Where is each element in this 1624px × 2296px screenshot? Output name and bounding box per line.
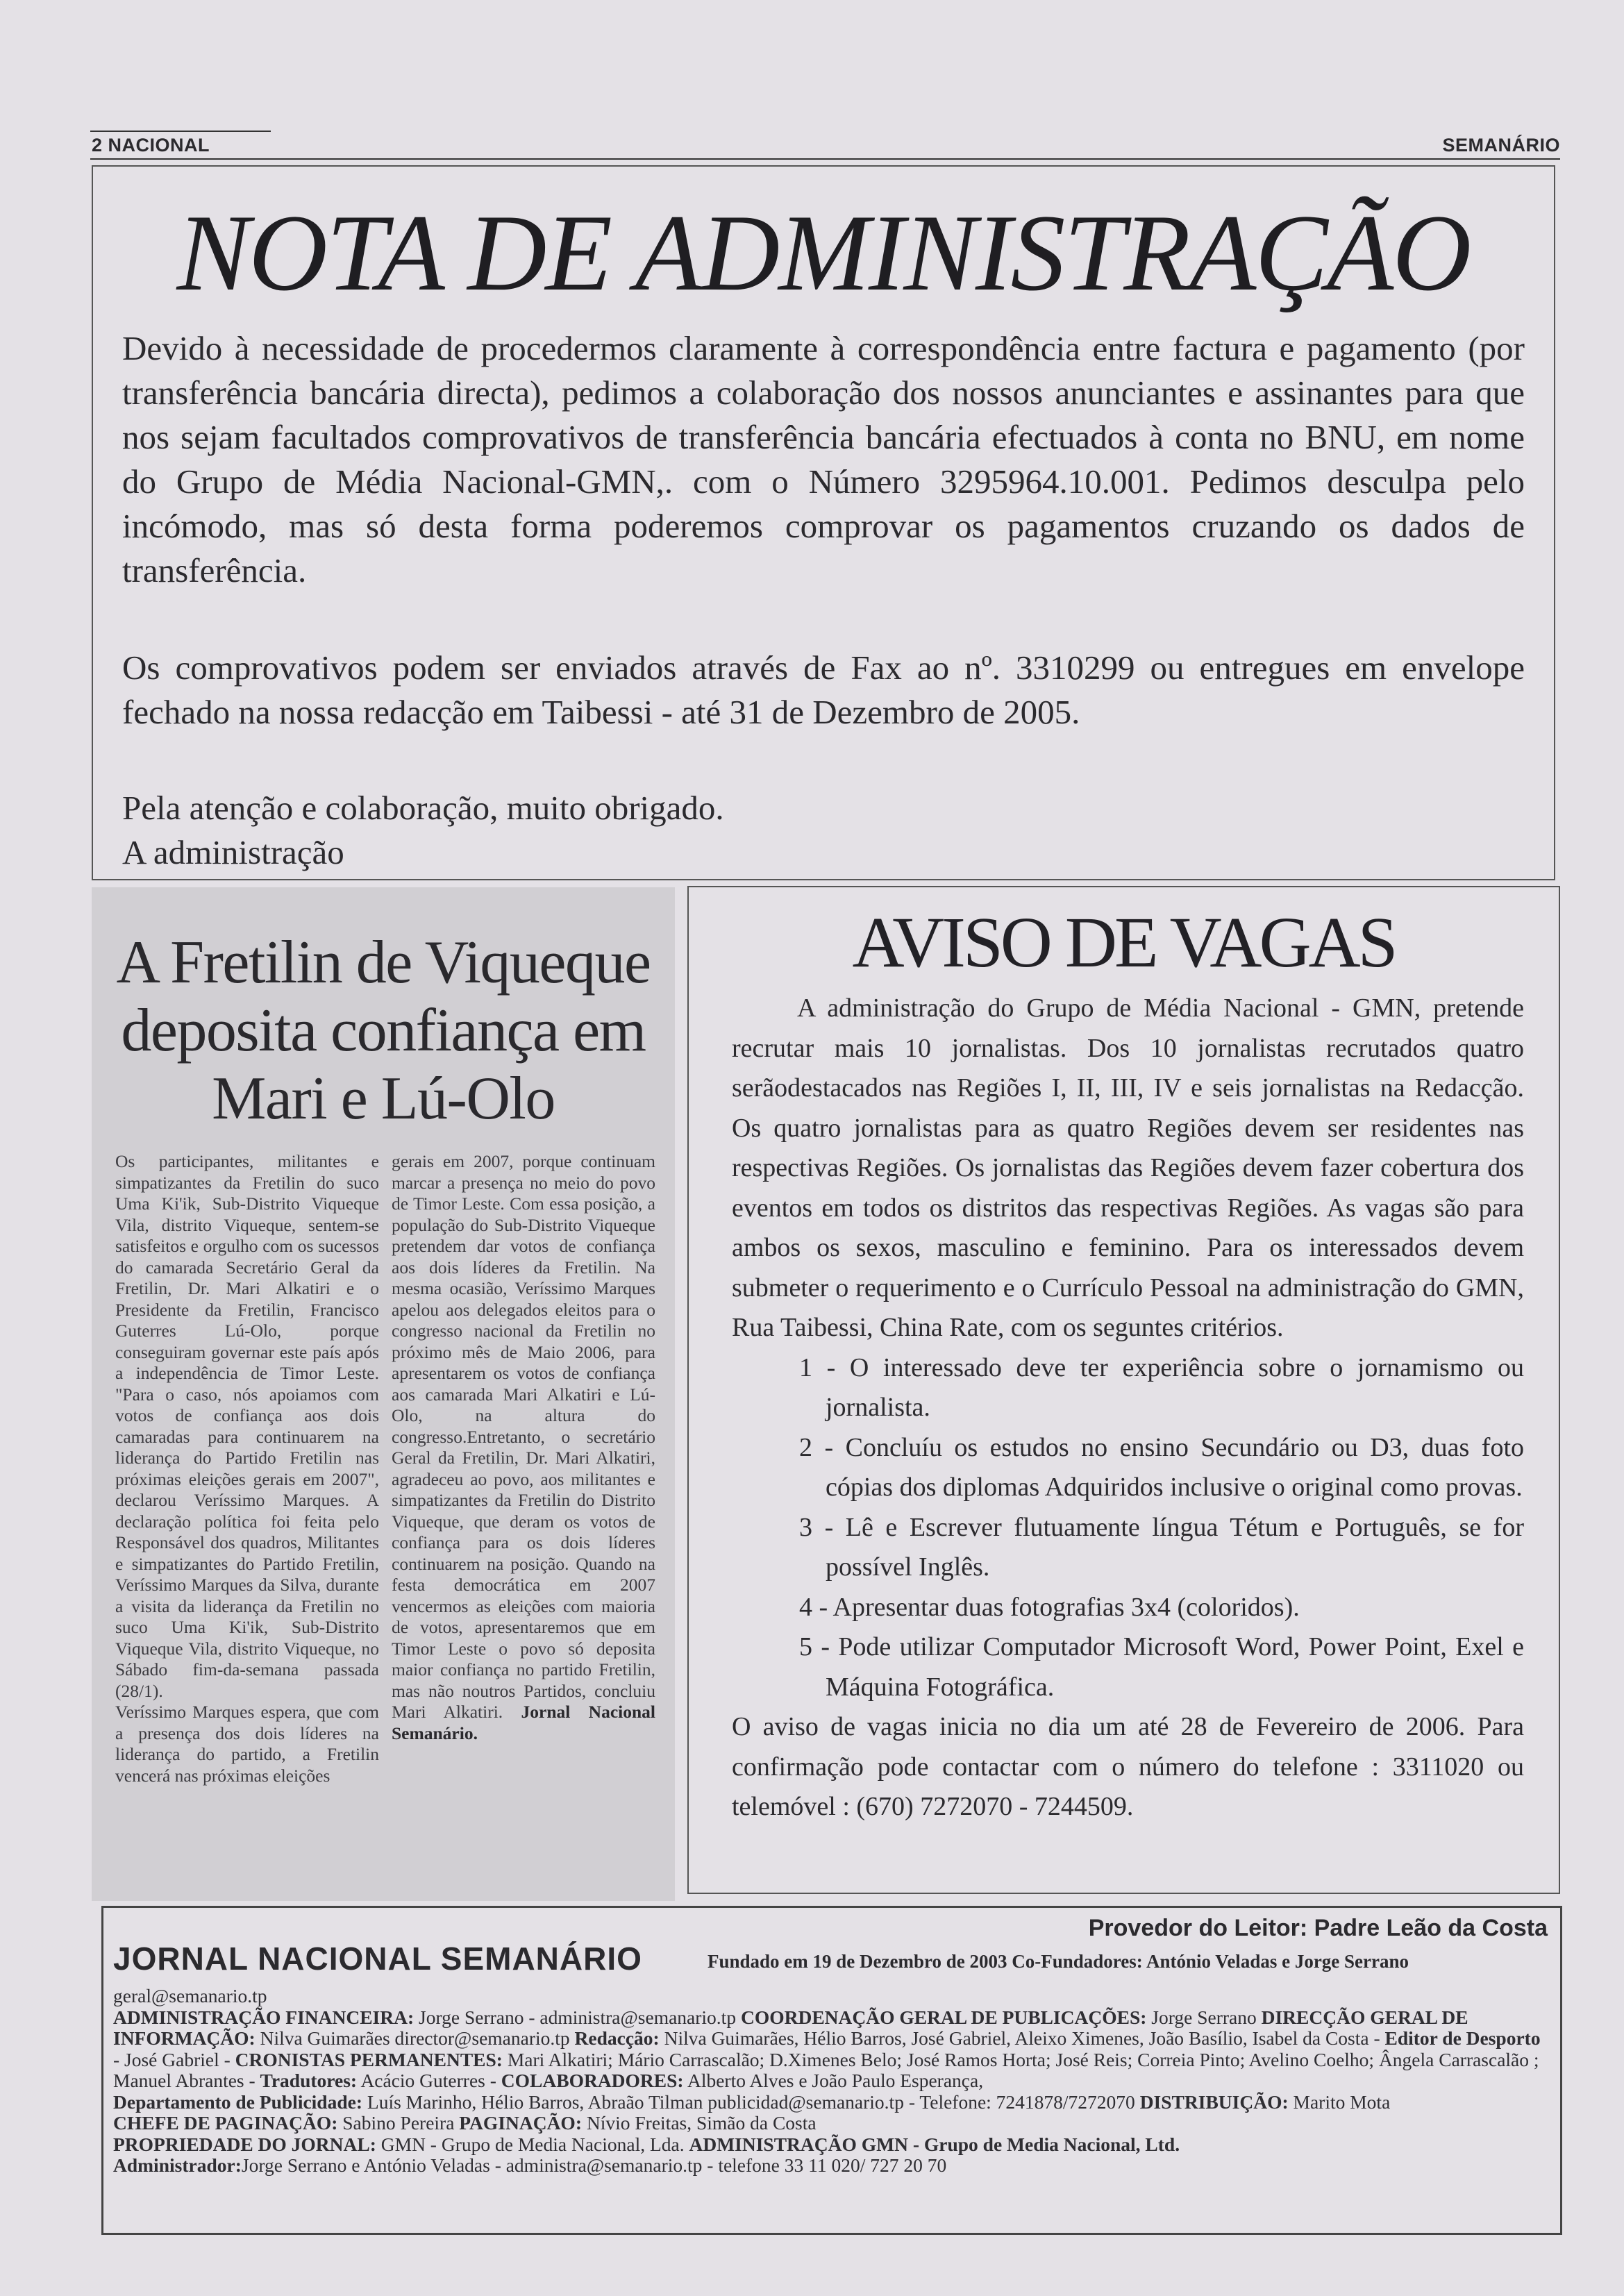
- founded-line: Fundado em 19 de Dezembro de 2003 Co-Fundadores: António Veladas e Jorge Serrano: [708, 1951, 1409, 1972]
- credit-label: Departamento de Publicidade:: [113, 2090, 363, 2113]
- note-signature: A administração: [122, 833, 344, 871]
- fretilin-article: [92, 887, 675, 1901]
- note-title: NOTA DE ADMINISTRAÇÃO: [176, 192, 1471, 314]
- vacancies-closing: O aviso de vagas inicia no dia um até 28 de Fevereiro de 2006. Para confirmação pode contactar com o número do telefone : 3311020 ou telemóvel : (670) 7272070 - 7244509.: [732, 1712, 1524, 1821]
- masthead-box: [101, 1906, 1562, 2235]
- criteria-item: 3 - Lê e Escrever flutuamente língua Tétum e Português, se for possível Inglês.: [799, 1512, 1524, 1582]
- article-text: Os participantes, militantes e simpatizantes da Fretilin do suco Uma Ki'ik, Sub-Distrito Viqueque Vila, distrito Viqueque, sentem-se satisfeitos e orgulho com os sucessos do camarada Secretário Geral da Fretilin, Dr. Mari Alkatiri e o Presidente da Fretilin, Francisco Guterres Lú-Olo, porque conseguiram governar este país após a independência de Timor Leste. "Para o caso, nós apoiamos com votos de confiança aos dois camaradas para continuarem na liderança do Partido Fretilin nas próximas eleições gerais em 2007", declarou Veríssimo Marques. A declaração política foi feita pelo Responsável dos quadros, Militantes e simpatizantes do Partido Fretilin, Veríssimo Marques da Silva, durante a visita da liderança da Fretilin no suco Uma Ki'ik, Sub-Distrito Viqueque Vila, distrito Viqueque, no Sábado fim-da-semana passada (28/1).: [115, 1151, 379, 1701]
- note-paragraph-1: Devido à necessidade de procedermos claramente à correspondência entre factura e pagamento (por transferência bancária directa), pedimos a colaboração dos nossos anunciantes e assinantes para que nos sejam facultados comprovativos de transferência bancária efectuados à conta no BNU, em nome do Grupo de Média Nacional-GMN,. com o Número 3295964.10.001. Pedimos desculpa pelo incómodo, mas só desta forma poderemos comprovar os pagamentos cruzando os dados de transferência.: [122, 329, 1525, 589]
- credit-label: DIRECÇÃO GERAL DE INFORMAÇÃO:: [113, 2006, 1468, 2049]
- administration-note-box: [92, 165, 1555, 880]
- masthead-title: JORNAL NACIONAL SEMANÁRIO: [113, 1941, 642, 1977]
- vacancies-body: [732, 989, 1524, 1827]
- newspaper-name: SEMANÁRIO: [1442, 135, 1560, 156]
- credit-value: Luís Marinho, Hélio Barros, Abraão Tilman publicidad@semanario.tp - Telefone: 7241878/7272070: [367, 2090, 1135, 2113]
- job-vacancies-box: [687, 886, 1560, 1894]
- credit-label: CHEFE DE PAGINAÇÃO:: [113, 2112, 338, 2134]
- credit-label: Redacção:: [574, 2027, 660, 2049]
- credit-label: Administrador:: [113, 2154, 242, 2176]
- credit-value: Acácio Guterres -: [360, 2070, 496, 2091]
- credit-value: Sabino Pereira: [342, 2112, 455, 2134]
- note-paragraph-2: Os comprovativos podem ser enviados através de Fax ao nº. 3310299 ou entregues em envelope fechado na nossa redacção em Taibessi - até 31 de Dezembro de 2005.: [122, 648, 1525, 731]
- vacancies-title: AVISO DE VAGAS: [852, 903, 1396, 982]
- article-column-1: [115, 1151, 379, 1786]
- credit-value: Marito Mota: [1293, 2090, 1391, 2113]
- credit-value: Jorge Serrano e António Veladas - administra@semanario.tp - telefone 33 11 020/ 727 20 70: [241, 2154, 947, 2176]
- credit-value: Nilva Guimarães, Hélio Barros, José Gabriel, Aleixo Ximenes, João Basílio, Isabel da Costa -: [664, 2027, 1380, 2049]
- credit-value: - José Gabriel -: [113, 2048, 231, 2070]
- criteria-list: [732, 1348, 1524, 1708]
- article-text: Veríssimo Marques espera, que com a presença dos dois líderes na liderança do partido, a Fretilin vencerá nas próximas eleições: [115, 1702, 379, 1786]
- article-column-2: [392, 1151, 655, 1744]
- staff-credits: [113, 1986, 1550, 2177]
- note-thanks: Pela atenção e colaboração, muito obrigado.: [122, 789, 724, 827]
- credit-value: Nívio Freitas, Simão da Costa: [586, 2112, 817, 2134]
- credit-label: PROPRIEDADE DO JORNAL:: [113, 2133, 376, 2155]
- article-signature: Jornal Nacional Semanário.: [392, 1702, 656, 1743]
- credit-label: ADMINISTRAÇÃO FINANCEIRA:: [113, 2006, 415, 2028]
- vacancies-intro: A administração do Grupo de Média Nacional - GMN, pretende recrutar mais 10 jornalistas. Dos 10 jornalistas recrutados quatro serãodestacados nas Regiões I, II, III, IV e seis jornalistas na Redacção. Os quatro jornalistas para as quatro Regiões devem ser residentes nas respectivas Regiões. Os jornalistas das Regiões devem fazer cobertura dos eventos em todos os distritos das respectivas Regiões. As vagas são para ambos os sexos, masculino e feminino. Para os interessados devem submeter o requerimento e o Currículo Pessoal na administração do GMN, Rua Taibessi, China Rate, com os seguntes critérios.: [732, 994, 1524, 1342]
- credit-value: Jorge Serrano - administra@semanario.tp: [419, 2006, 737, 2028]
- header-top-rule: [90, 131, 271, 132]
- credit-value: Jorge Serrano: [1151, 2006, 1257, 2028]
- credit-label: Tradutores:: [260, 2070, 358, 2091]
- criteria-item: 1 - O interessado deve ter experiência sobre o jornamismo ou jornalista.: [799, 1352, 1524, 1422]
- credit-label: PAGINAÇÃO:: [459, 2112, 582, 2134]
- criteria-item: 5 - Pode utilizar Computador Microsoft Word, Power Point, Exel e Máquina Fotográfica.: [799, 1632, 1524, 1702]
- section-label: 2 NACIONAL: [92, 135, 210, 156]
- credit-label: COORDENAÇÃO GERAL DE PUBLICAÇÕES:: [740, 2006, 1147, 2028]
- credit-value: Nilva Guimarães director@semanario.tp: [260, 2027, 570, 2049]
- email-link[interactable]: geral@semanario.tp: [113, 1985, 267, 2006]
- credit-label: ADMINISTRAÇÃO GMN - Grupo de Media Nacional, Ltd.: [689, 2133, 1180, 2155]
- header-rule: [90, 158, 1560, 160]
- criteria-item: 2 - Concluíu os estudos no ensino Secundário ou D3, duas foto cópias dos diplomas Adquiridos inclusive o original como provas.: [799, 1432, 1524, 1502]
- criteria-item: 4 - Apresentar duas fotografias 3x4 (coloridos).: [799, 1592, 1300, 1622]
- credit-label: DISTRIBUIÇÃO:: [1139, 2090, 1289, 2113]
- credit-label: Editor de Desporto: [1384, 2027, 1541, 2049]
- article-headline: A Fretilin de Viqueque deposita confiança em Mari e Lú-Olo: [116, 929, 651, 1132]
- reader-ombudsman: Provedor do Leitor: Padre Leão da Costa: [1088, 1915, 1548, 1941]
- credit-value: Alberto Alves e João Paulo Esperança,: [687, 2070, 984, 2091]
- article-text: gerais em 2007, porque continuam marcar a presença no meio do povo de Timor Leste. Com essa posição, a população do Sub-Distrito Viqueque pretendem dar votos de confiança aos dois líderes da Fretilin. Na mesma ocasião, Veríssimo Marques apelou aos delegados eleitos para o congresso nacional da Fretilin no próximo mês de Maio 2006, para apresentarem os votos de confiança aos camarada Mari Alkatiri e Lú-Olo, na altura do congresso.Entretanto, o secretário Geral da Fretilin, Dr. Mari Alkatiri, agradeceu ao povo, aos militantes e simpatizantes da Fretilin do Distrito Viqueque, que deram os votos de confiança para os dois líderes continuarem na posição. Quando na festa democrática em 2007 vencermos as eleições com maioria de votos, apresentaremos que em Timor Leste o povo só deposita maior confiança no partido Fretilin, mas não noutros Partidos, concluiu Mari Alkatiri.: [392, 1151, 655, 1722]
- credit-label: COLABORADORES:: [501, 2070, 684, 2091]
- credit-value: GMN - Grupo de Media Nacional, Lda.: [380, 2133, 685, 2155]
- credit-value: Mari Alkatiri; Mário Carrascalão; D.Ximenes Belo; José Ramos Horta; José Reis; Correia Pinto; Avelino Coelho; Ângela Carrascalão ; Manuel Abrantes -: [113, 2048, 1539, 2091]
- credit-label: CRONISTAS PERMANENTES:: [235, 2048, 503, 2070]
